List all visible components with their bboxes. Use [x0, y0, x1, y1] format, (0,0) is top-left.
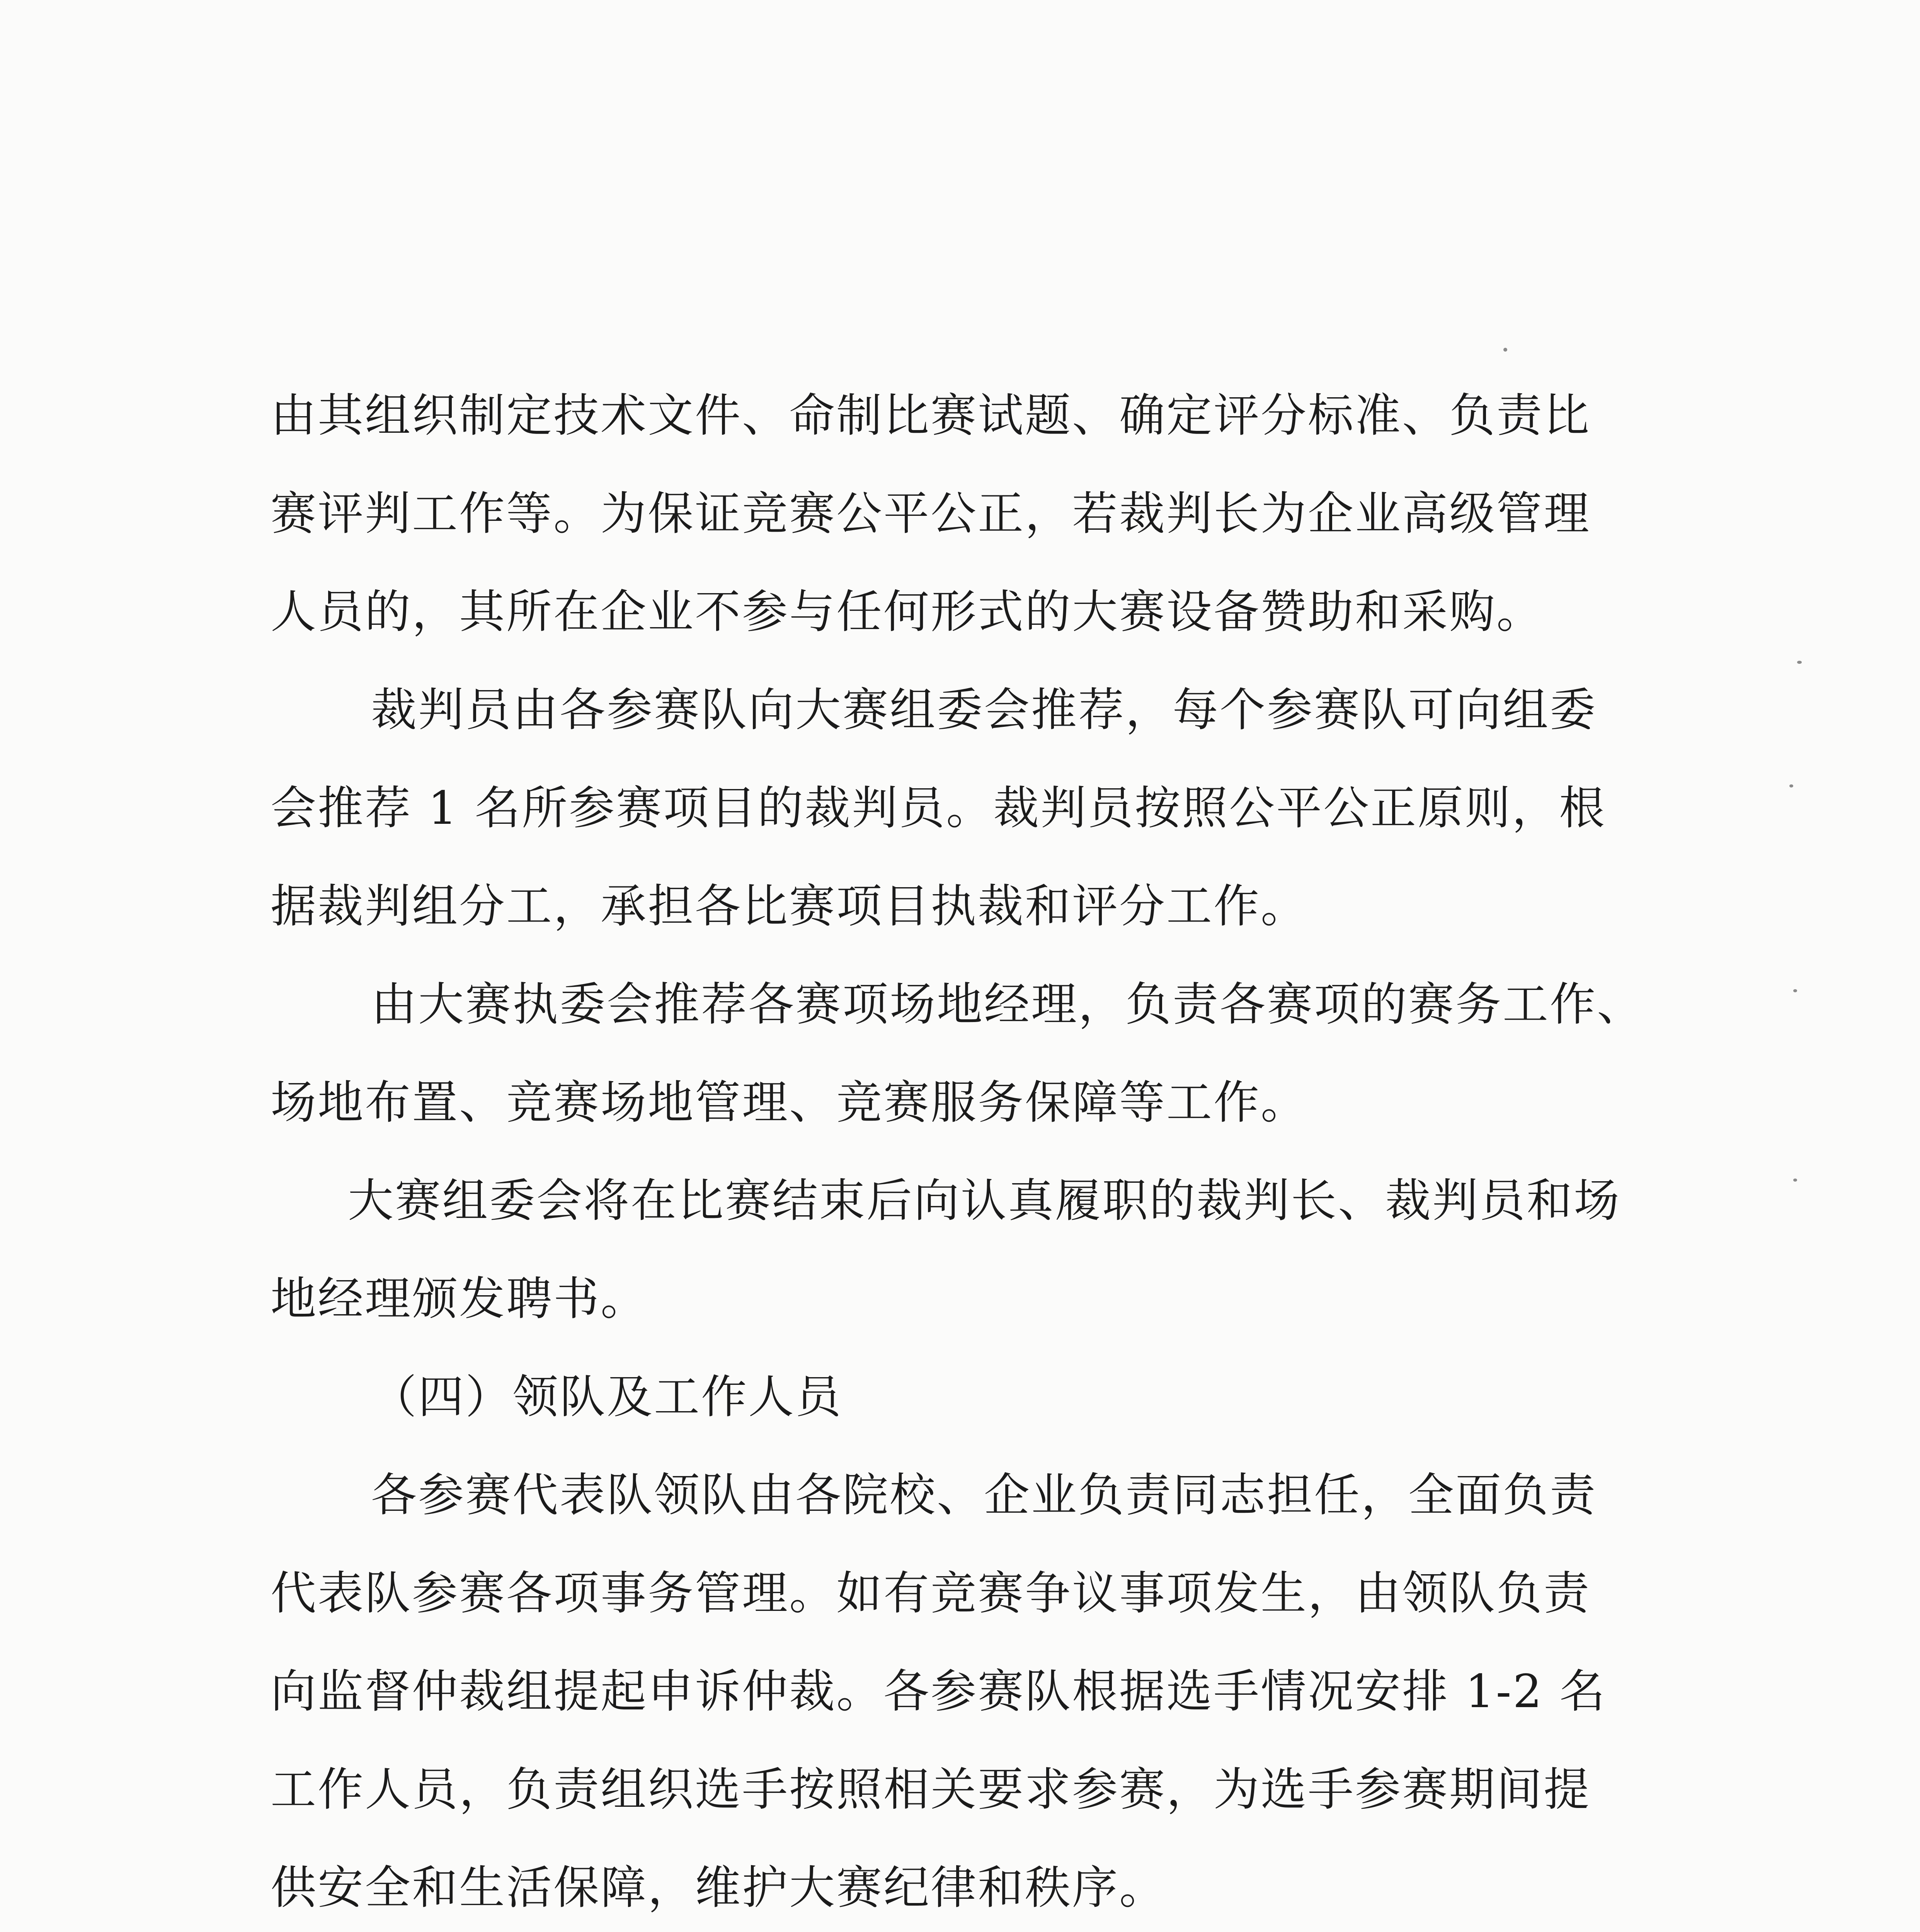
body-line-3: 人员的，其所在企业不参与任何形式的大赛设备赞助和采购。: [271, 585, 1544, 638]
body-line-15: 工作人员，负责组织选手按照相关要求参赛，为选手参赛期间提: [271, 1763, 1591, 1816]
body-line-16: 供安全和生活保障，维护大赛纪律和秩序。: [271, 1861, 1167, 1914]
body-line-5: 会推荐 1 名所参赛项目的裁判员。裁判员按照公平公正原则，根: [271, 781, 1607, 835]
body-line-9: 大赛组委会将在比赛结束后向认真履职的裁判长、裁判员和场: [348, 1174, 1621, 1227]
scan-speck: [1797, 661, 1802, 664]
body-line-10: 地经理颁发聘书。: [271, 1272, 648, 1325]
body-line-14: 向监督仲裁组提起申诉仲裁。各参赛队根据选手情况安排 1-2 名: [271, 1665, 1607, 1718]
body-line-13: 代表队参赛各项事务管理。如有竞赛争议事项发生，由领队负责: [271, 1566, 1591, 1620]
body-line-2: 赛评判工作等。为保证竞赛公平公正，若裁判长为企业高级管理: [271, 487, 1591, 540]
subheading-team-leaders: （四）领队及工作人员: [371, 1370, 843, 1423]
scan-speck: [1789, 784, 1793, 787]
scan-speck: [1793, 989, 1797, 992]
scan-speck: [1793, 1179, 1797, 1182]
body-line-1: 由其组织制定技术文件、命制比赛试题、确定评分标准、负责比: [271, 389, 1591, 442]
body-line-4: 裁判员由各参赛队向大赛组委会推荐，每个参赛队可向组委: [371, 683, 1597, 736]
scan-speck: [1503, 348, 1507, 352]
body-line-6: 据裁判组分工，承担各比赛项目执裁和评分工作。: [271, 879, 1308, 933]
body-line-7: 由大赛执委会推荐各赛项场地经理，负责各赛项的赛务工作、: [371, 978, 1644, 1031]
body-line-12: 各参赛代表队领队由各院校、企业负责同志担任，全面负责: [371, 1468, 1597, 1522]
body-line-8: 场地布置、竞赛场地管理、竞赛服务保障等工作。: [271, 1076, 1308, 1129]
